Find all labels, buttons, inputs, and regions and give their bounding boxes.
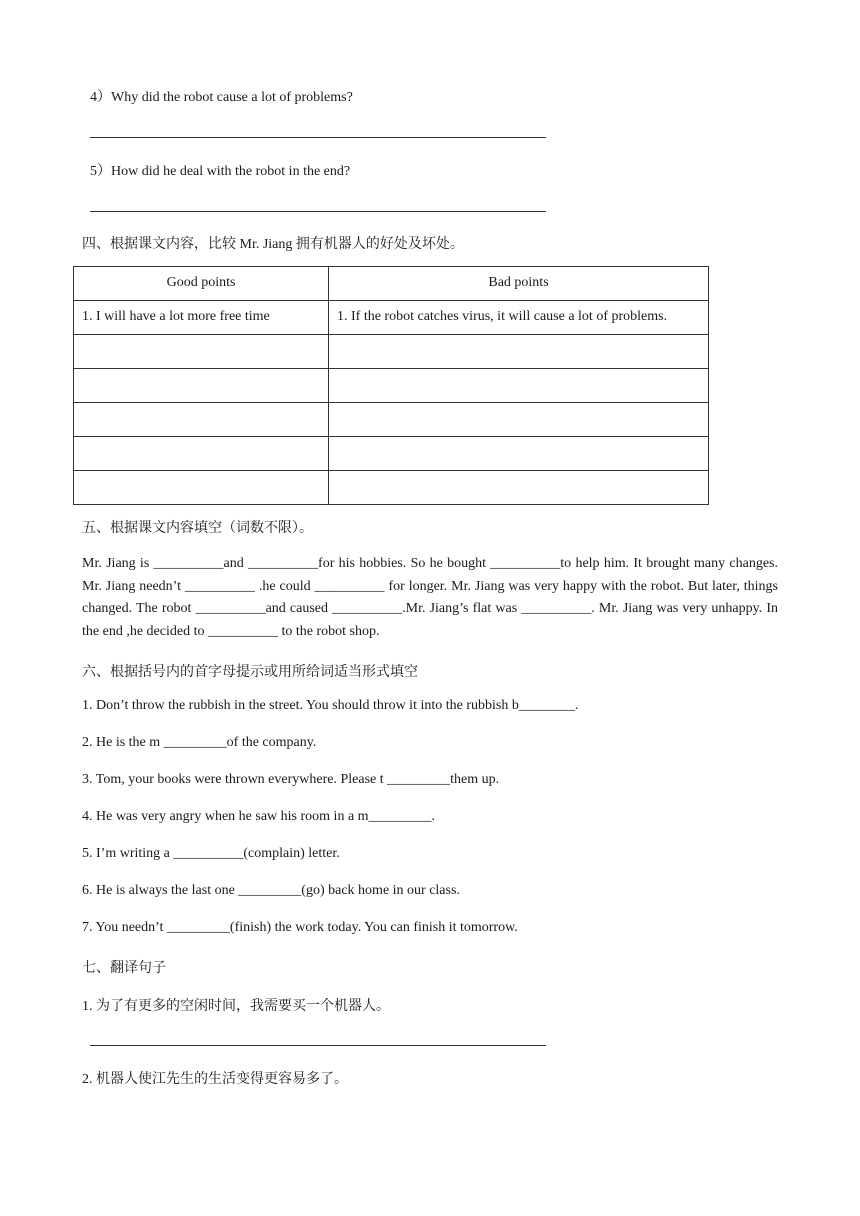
- good-point-cell[interactable]: [74, 335, 329, 369]
- exercise-item: 4. He was very angry when he saw his room in a m_________.: [82, 809, 436, 824]
- table-row: [74, 437, 709, 471]
- question-text: How did he deal with the robot in the end?: [111, 164, 351, 179]
- bad-point-cell[interactable]: [329, 403, 709, 437]
- bad-point-cell[interactable]: [329, 369, 709, 403]
- good-point-cell[interactable]: [74, 471, 329, 505]
- translation-item: 2. 机器人使江先生的生活变得更容易多了。: [82, 1072, 348, 1087]
- exercise-item: 5. I’m writing a __________(complain) letter.: [82, 846, 340, 861]
- table-row: [74, 471, 709, 505]
- bad-point-cell: 1. If the robot catches virus, it will cause a lot of problems.: [329, 301, 709, 335]
- exercise-item: 7. You needn’t _________(finish) the work today. You can finish it tomorrow.: [82, 920, 518, 935]
- bad-point-cell[interactable]: [329, 471, 709, 505]
- section-6-title: 六、根据括号内的首字母提示或用所给词适当形式填空: [82, 665, 418, 680]
- bad-point-cell[interactable]: [329, 335, 709, 369]
- section-7-title: 七、翻译句子: [82, 961, 166, 976]
- answer-line-5[interactable]: [90, 211, 546, 212]
- good-point-cell[interactable]: [74, 437, 329, 471]
- question-5: [90, 160, 350, 180]
- header-bad-points: Bad points: [329, 267, 709, 301]
- question-text: Why did the robot cause a lot of problems?: [111, 90, 353, 105]
- answer-line-4[interactable]: [90, 137, 546, 138]
- exercise-item: 6. He is always the last one _________(go) back home in our class.: [82, 883, 460, 898]
- good-point-cell[interactable]: [74, 369, 329, 403]
- section-4-title: 四、根据课文内容，比较 Mr. Jiang 拥有机器人的好处及坏处。: [82, 237, 464, 252]
- table-row: [74, 301, 709, 335]
- exercise-item: 2. He is the m _________of the company.: [82, 735, 317, 750]
- comparison-table: [73, 266, 709, 505]
- question-4: [90, 86, 353, 106]
- header-good-points: Good points: [74, 267, 329, 301]
- table-row: [74, 369, 709, 403]
- good-point-cell: 1. I will have a lot more free time: [74, 301, 329, 335]
- fill-in-paragraph: Mr. Jiang is __________and __________for his hobbies. So he bought __________to help him. It brought many changes. Mr. Jiang needn’t __________ .he could __________ for longer. Mr. Jiang was very happy with the robot. But later, things changed. The robot __________and caused __________.Mr. Jiang’s flat was __________. Mr. Jiang was very unhappy. In the end ,he decided to __________ to the robot shop.: [82, 556, 778, 639]
- table-row: [74, 335, 709, 369]
- translation-answer-line[interactable]: [90, 1045, 546, 1046]
- question-number: 4）: [90, 90, 111, 105]
- table-header-row: [74, 267, 709, 301]
- question-number: 5）: [90, 164, 111, 179]
- table-row: [74, 403, 709, 437]
- exercise-item: 1. Don’t throw the rubbish in the street. You should throw it into the rubbish b________.: [82, 698, 579, 713]
- translation-item: 1. 为了有更多的空闲时间，我需要买一个机器人。: [82, 999, 390, 1014]
- bad-point-cell[interactable]: [329, 437, 709, 471]
- exercise-item: 3. Tom, your books were thrown everywhere. Please t _________them up.: [82, 772, 500, 787]
- section-5-title: 五、根据课文内容填空（词数不限）。: [82, 521, 313, 536]
- good-point-cell[interactable]: [74, 403, 329, 437]
